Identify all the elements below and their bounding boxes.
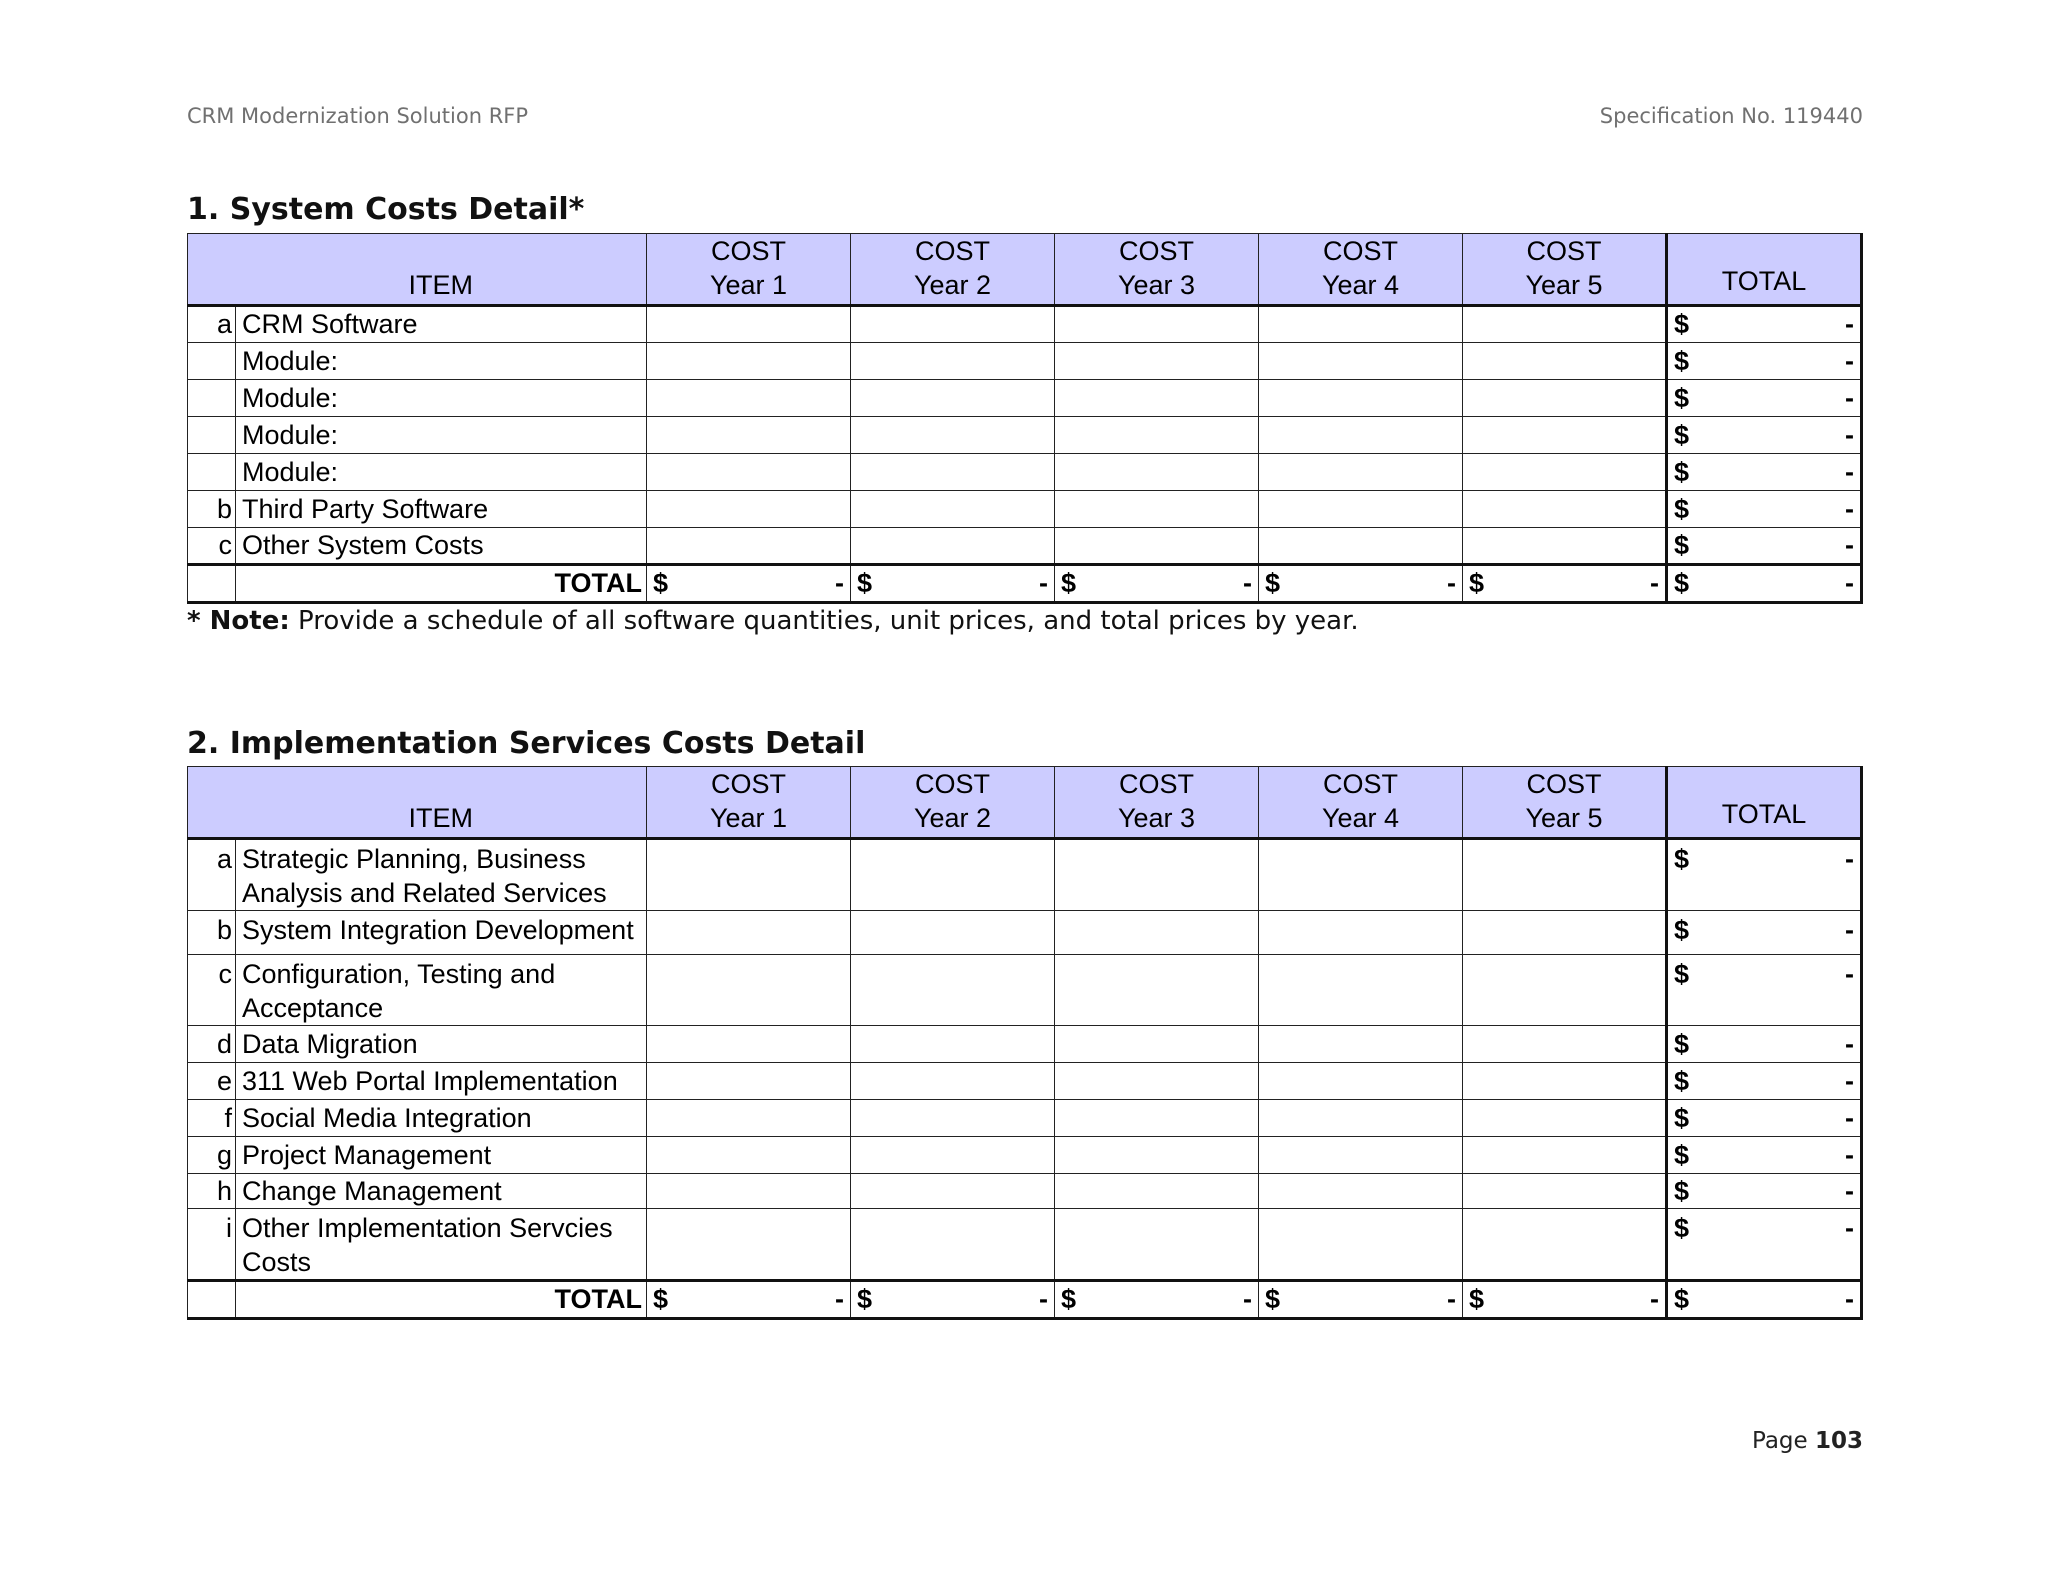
row-total-cell (1667, 911, 1862, 955)
row-letter: c (188, 955, 236, 1026)
cost-year-3-input[interactable] (1055, 343, 1259, 380)
cost-year-2-input[interactable] (851, 1100, 1055, 1137)
row-item-label: CRM Software (236, 306, 647, 343)
year-2-total-cell (851, 1281, 1055, 1319)
currency-symbol: $ (1674, 493, 1690, 524)
currency-symbol: $ (1674, 1028, 1690, 1059)
cost-year-1-input[interactable] (647, 306, 851, 343)
cost-year-5-input[interactable] (1463, 955, 1667, 1026)
cost-year-5-input[interactable] (1463, 911, 1667, 955)
currency-symbol: $ (653, 1284, 669, 1314)
cost-year-1-input[interactable] (647, 1137, 851, 1174)
currency-symbol: $ (1674, 419, 1690, 450)
currency-symbol: $ (1674, 530, 1690, 560)
currency-symbol: $ (1674, 844, 1690, 874)
amount-dash: - (1845, 1102, 1854, 1133)
total-row-label: TOTAL (236, 565, 647, 603)
row-letter: e (188, 1063, 236, 1100)
cost-year-4-input[interactable] (1259, 417, 1463, 454)
software-schedule-note: * Note: Provide a schedule of all software quantities, unit prices, and total prices by year. (187, 606, 1359, 636)
row-letter: c (188, 528, 236, 565)
amount-dash: - (835, 568, 844, 598)
cost-row (188, 1026, 1862, 1063)
currency-symbol: $ (1674, 309, 1690, 339)
cost-row (188, 955, 1862, 1026)
row-total-cell (1667, 1026, 1862, 1063)
cost-year-3-input[interactable] (1055, 491, 1259, 528)
amount-dash: - (1845, 1065, 1854, 1096)
row-total-cell (1667, 1100, 1862, 1137)
cost-year-4-input[interactable] (1259, 1137, 1463, 1174)
cost-year-5-input[interactable] (1463, 839, 1667, 911)
row-item-label: Strategic Planning, Business Analysis and Related Services (236, 839, 647, 911)
system-costs-table (187, 233, 1863, 604)
cost-year-3-input[interactable] (1055, 417, 1259, 454)
cost-year-5-input[interactable] (1463, 380, 1667, 417)
amount-dash: - (835, 1284, 844, 1314)
total-row-blank (188, 565, 236, 603)
row-item-label: Module: (236, 454, 647, 491)
row-item-label: System Integration Development (236, 911, 647, 955)
row-total-cell (1667, 306, 1862, 343)
grand-total-cell (1667, 565, 1862, 603)
cost-year-2-input[interactable] (851, 1137, 1055, 1174)
total-row (188, 565, 1862, 603)
cost-year-5-input[interactable] (1463, 1137, 1667, 1174)
currency-symbol: $ (1674, 1139, 1690, 1170)
cost-year-4-input[interactable] (1259, 380, 1463, 417)
row-total-cell (1667, 380, 1862, 417)
currency-symbol: $ (1674, 1175, 1690, 1206)
cost-year-3-input[interactable] (1055, 1209, 1259, 1281)
cost-year-5-input[interactable] (1463, 491, 1667, 528)
amount-dash: - (1447, 568, 1456, 598)
row-item-label: Social Media Integration (236, 1100, 647, 1137)
total-column-header: TOTAL (1667, 767, 1862, 839)
year-4-total-cell (1259, 565, 1463, 603)
row-letter: h (188, 1174, 236, 1209)
cost-year-1-input[interactable] (647, 1174, 851, 1209)
cost-year-3-input[interactable] (1055, 528, 1259, 565)
currency-symbol: $ (1469, 568, 1485, 598)
cost-row (188, 417, 1862, 454)
amount-dash: - (1845, 1284, 1854, 1314)
cost-year-5-input[interactable] (1463, 306, 1667, 343)
row-total-cell (1667, 1209, 1862, 1281)
header-row (188, 234, 1862, 306)
cost-year-3-input[interactable] (1055, 1063, 1259, 1100)
year-3-total-cell (1055, 565, 1259, 603)
cost-year-1-input[interactable] (647, 343, 851, 380)
amount-dash: - (1845, 959, 1854, 989)
cost-year-3-header: COST Year 3 (1055, 234, 1259, 306)
year-5-total-cell (1463, 565, 1667, 603)
total-row-blank (188, 1281, 236, 1319)
amount-dash: - (1845, 382, 1854, 413)
row-item-label: Change Management (236, 1174, 647, 1209)
cost-year-4-input[interactable] (1259, 454, 1463, 491)
cost-year-4-header: COST Year 4 (1259, 234, 1463, 306)
currency-symbol: $ (857, 1284, 873, 1314)
amount-dash: - (1845, 530, 1854, 560)
row-letter: a (188, 839, 236, 911)
cost-year-4-header: COST Year 4 (1259, 767, 1463, 839)
cost-year-2-input[interactable] (851, 911, 1055, 955)
cost-row (188, 1209, 1862, 1281)
cost-year-2-input[interactable] (851, 1063, 1055, 1100)
cost-year-1-input[interactable] (647, 955, 851, 1026)
cost-year-4-input[interactable] (1259, 1026, 1463, 1063)
cost-year-3-input[interactable] (1055, 1137, 1259, 1174)
cost-year-3-input[interactable] (1055, 380, 1259, 417)
cost-year-2-input[interactable] (851, 306, 1055, 343)
cost-year-5-input[interactable] (1463, 1100, 1667, 1137)
currency-symbol: $ (1674, 1284, 1690, 1314)
cost-row (188, 1137, 1862, 1174)
currency-symbol: $ (653, 568, 669, 598)
row-item-label: Module: (236, 380, 647, 417)
cost-year-4-input[interactable] (1259, 955, 1463, 1026)
year-4-total-cell (1259, 1281, 1463, 1319)
row-letter: f (188, 1100, 236, 1137)
cost-row (188, 839, 1862, 911)
cost-year-3-header: COST Year 3 (1055, 767, 1259, 839)
cost-year-4-input[interactable] (1259, 1100, 1463, 1137)
currency-symbol: $ (1469, 1284, 1485, 1314)
cost-year-2-header: COST Year 2 (851, 234, 1055, 306)
currency-symbol: $ (1265, 1284, 1281, 1314)
cost-year-4-input[interactable] (1259, 1174, 1463, 1209)
row-total-cell (1667, 839, 1862, 911)
specification-number: Specification No. 119440 (1599, 104, 1863, 128)
cost-year-3-input[interactable] (1055, 1174, 1259, 1209)
cost-row (188, 343, 1862, 380)
row-item-label: 311 Web Portal Implementation (236, 1063, 647, 1100)
row-item-label: Third Party Software (236, 491, 647, 528)
currency-symbol: $ (1061, 568, 1077, 598)
cost-row (188, 528, 1862, 565)
row-item-label: Module: (236, 417, 647, 454)
row-letter: a (188, 306, 236, 343)
cost-row (188, 306, 1862, 343)
row-letter: b (188, 491, 236, 528)
header-row (188, 767, 1862, 839)
row-total-cell (1667, 491, 1862, 528)
amount-dash: - (1845, 345, 1854, 376)
amount-dash: - (1845, 1139, 1854, 1170)
currency-symbol: $ (1265, 568, 1281, 598)
cost-year-3-input[interactable] (1055, 454, 1259, 491)
cost-year-3-input[interactable] (1055, 911, 1259, 955)
cost-year-1-input[interactable] (647, 528, 851, 565)
cost-year-1-input[interactable] (647, 491, 851, 528)
cost-year-5-input[interactable] (1463, 1026, 1667, 1063)
cost-year-3-input[interactable] (1055, 955, 1259, 1026)
currency-symbol: $ (1674, 1102, 1690, 1133)
cost-year-2-input[interactable] (851, 491, 1055, 528)
total-row (188, 1281, 1862, 1319)
amount-dash: - (1845, 1175, 1854, 1206)
row-letter (188, 343, 236, 380)
cost-year-2-input[interactable] (851, 528, 1055, 565)
cost-year-2-input[interactable] (851, 1174, 1055, 1209)
cost-year-2-input[interactable] (851, 343, 1055, 380)
document-header-title: CRM Modernization Solution RFP (187, 104, 529, 128)
amount-dash: - (1845, 1213, 1854, 1243)
cost-year-2-input[interactable] (851, 839, 1055, 911)
letter-header (188, 234, 236, 306)
cost-year-1-header: COST Year 1 (647, 234, 851, 306)
cost-year-1-input[interactable] (647, 1026, 851, 1063)
year-5-total-cell (1463, 1281, 1667, 1319)
cost-year-5-input[interactable] (1463, 343, 1667, 380)
cost-year-4-input[interactable] (1259, 491, 1463, 528)
amount-dash: - (1650, 1284, 1659, 1314)
year-1-total-cell (647, 1281, 851, 1319)
total-row-label: TOTAL (236, 1281, 647, 1319)
cost-year-1-input[interactable] (647, 1100, 851, 1137)
cost-year-1-input[interactable] (647, 839, 851, 911)
total-column-header: TOTAL (1667, 234, 1862, 306)
cost-year-2-input[interactable] (851, 1026, 1055, 1063)
cost-row (188, 911, 1862, 955)
amount-dash: - (1039, 568, 1048, 598)
amount-dash: - (1243, 568, 1252, 598)
currency-symbol: $ (1674, 1065, 1690, 1096)
cost-year-1-input[interactable] (647, 911, 851, 955)
cost-year-3-input[interactable] (1055, 306, 1259, 343)
cost-year-2-input[interactable] (851, 380, 1055, 417)
currency-symbol: $ (1674, 568, 1690, 598)
row-total-cell (1667, 528, 1862, 565)
currency-symbol: $ (1674, 345, 1690, 376)
cost-year-5-input[interactable] (1463, 1063, 1667, 1100)
amount-dash: - (1039, 1284, 1048, 1314)
cost-year-1-input[interactable] (647, 380, 851, 417)
row-item-label: Data Migration (236, 1026, 647, 1063)
currency-symbol: $ (857, 568, 873, 598)
cost-row (188, 1063, 1862, 1100)
row-total-cell (1667, 454, 1862, 491)
row-item-label: Other System Costs (236, 528, 647, 565)
amount-dash: - (1845, 419, 1854, 450)
row-total-cell (1667, 955, 1862, 1026)
cost-year-2-input[interactable] (851, 417, 1055, 454)
year-3-total-cell (1055, 1281, 1259, 1319)
amount-dash: - (1845, 456, 1854, 487)
row-item-label: Module: (236, 343, 647, 380)
cost-year-5-input[interactable] (1463, 1209, 1667, 1281)
letter-header (188, 767, 236, 839)
cost-year-4-input[interactable] (1259, 343, 1463, 380)
cost-year-4-input[interactable] (1259, 1063, 1463, 1100)
row-total-cell (1667, 1137, 1862, 1174)
row-letter: g (188, 1137, 236, 1174)
amount-dash: - (1845, 568, 1854, 598)
currency-symbol: $ (1674, 959, 1690, 989)
row-item-label: Project Management (236, 1137, 647, 1174)
amount-dash: - (1845, 1028, 1854, 1059)
cost-year-1-header: COST Year 1 (647, 767, 851, 839)
cost-year-1-input[interactable] (647, 1063, 851, 1100)
amount-dash: - (1845, 844, 1854, 874)
row-letter (188, 454, 236, 491)
currency-symbol: $ (1674, 456, 1690, 487)
cost-year-1-input[interactable] (647, 454, 851, 491)
row-letter: d (188, 1026, 236, 1063)
cost-year-2-input[interactable] (851, 454, 1055, 491)
grand-total-cell (1667, 1281, 1862, 1319)
amount-dash: - (1845, 309, 1854, 339)
cost-year-3-input[interactable] (1055, 1026, 1259, 1063)
cost-year-5-input[interactable] (1463, 417, 1667, 454)
row-total-cell (1667, 343, 1862, 380)
row-letter: i (188, 1209, 236, 1281)
amount-dash: - (1650, 568, 1659, 598)
row-total-cell (1667, 1174, 1862, 1209)
cost-year-5-input[interactable] (1463, 454, 1667, 491)
section-title-system-costs: 1. System Costs Detail* (187, 192, 585, 227)
cost-row (188, 380, 1862, 417)
page-number: Page 103 (1751, 1428, 1863, 1454)
currency-symbol: $ (1061, 1284, 1077, 1314)
cost-year-2-header: COST Year 2 (851, 767, 1055, 839)
cost-year-5-header: COST Year 5 (1463, 234, 1667, 306)
cost-row (188, 1174, 1862, 1209)
cost-year-4-input[interactable] (1259, 528, 1463, 565)
cost-year-2-input[interactable] (851, 1209, 1055, 1281)
item-column-header: ITEM (236, 767, 647, 839)
year-1-total-cell (647, 565, 851, 603)
cost-year-3-input[interactable] (1055, 839, 1259, 911)
cost-row (188, 1100, 1862, 1137)
cost-year-4-input[interactable] (1259, 911, 1463, 955)
amount-dash: - (1243, 1284, 1252, 1314)
cost-year-4-input[interactable] (1259, 839, 1463, 911)
cost-year-5-input[interactable] (1463, 1174, 1667, 1209)
amount-dash: - (1845, 493, 1854, 524)
currency-symbol: $ (1674, 1213, 1690, 1243)
cost-row (188, 491, 1862, 528)
cost-year-5-header: COST Year 5 (1463, 767, 1667, 839)
section-title-implementation-costs: 2. Implementation Services Costs Detail (187, 726, 866, 761)
amount-dash: - (1845, 915, 1854, 945)
year-2-total-cell (851, 565, 1055, 603)
cost-year-5-input[interactable] (1463, 528, 1667, 565)
cost-year-2-input[interactable] (851, 955, 1055, 1026)
cost-year-1-input[interactable] (647, 417, 851, 454)
row-letter (188, 417, 236, 454)
cost-year-1-input[interactable] (647, 1209, 851, 1281)
row-total-cell (1667, 417, 1862, 454)
row-total-cell (1667, 1063, 1862, 1100)
cost-row (188, 454, 1862, 491)
currency-symbol: $ (1674, 915, 1690, 945)
currency-symbol: $ (1674, 382, 1690, 413)
row-letter (188, 380, 236, 417)
amount-dash: - (1447, 1284, 1456, 1314)
row-item-label: Configuration, Testing and Acceptance (236, 955, 647, 1026)
implementation-costs-table (187, 766, 1863, 1320)
row-letter: b (188, 911, 236, 955)
cost-year-4-input[interactable] (1259, 1209, 1463, 1281)
cost-year-3-input[interactable] (1055, 1100, 1259, 1137)
item-column-header: ITEM (236, 234, 647, 306)
row-item-label: Other Implementation Servcies Costs (236, 1209, 647, 1281)
cost-year-4-input[interactable] (1259, 306, 1463, 343)
